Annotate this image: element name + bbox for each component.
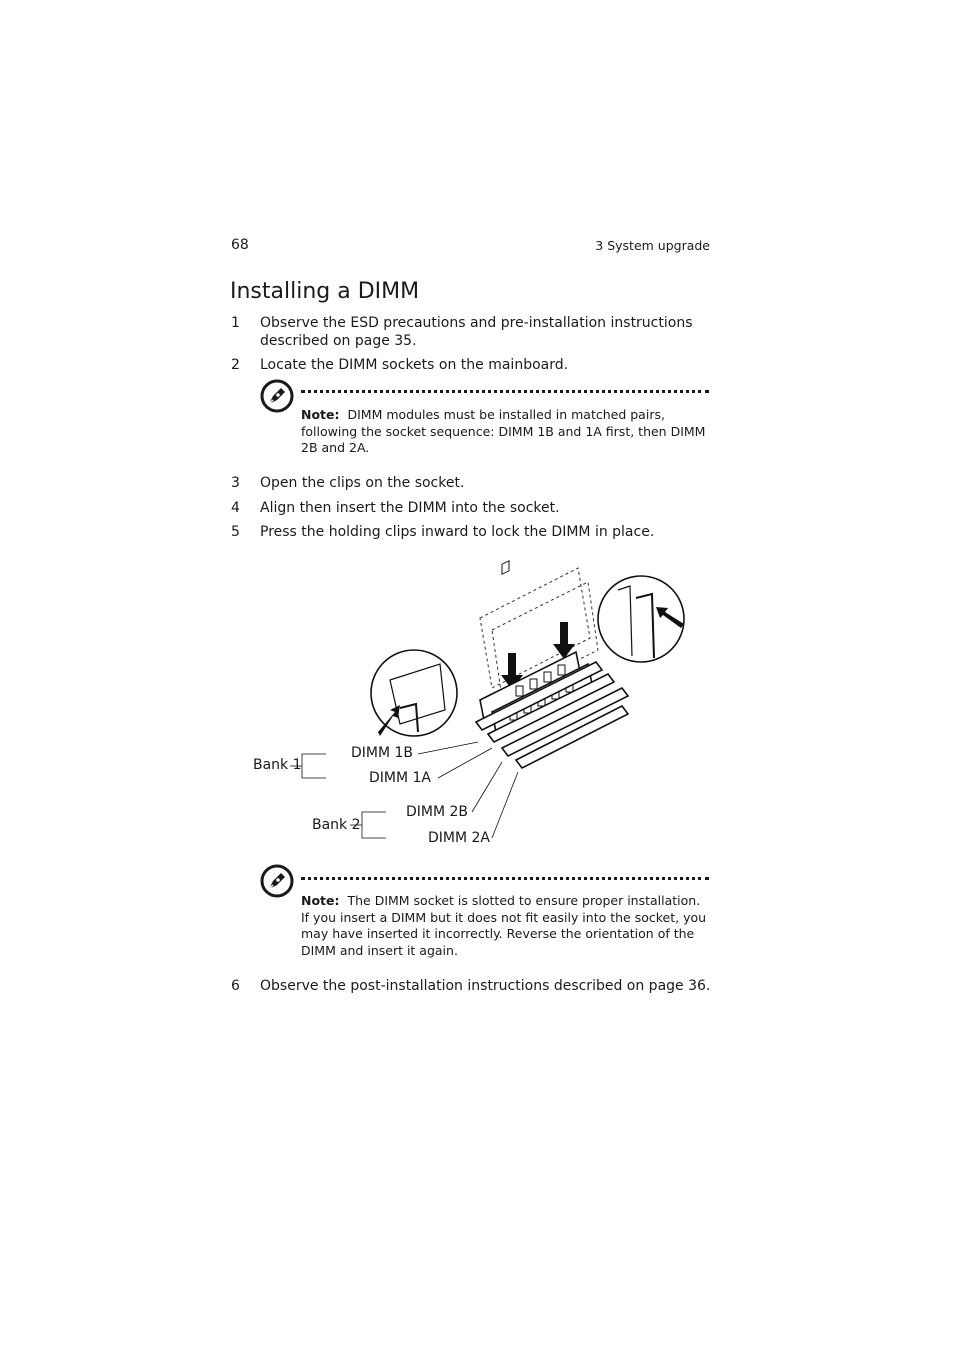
step-text: Observe the post-installation instructions described on page 36.	[260, 978, 711, 994]
section-title: Installing a DIMM	[230, 279, 420, 304]
left-clip-detail	[371, 650, 457, 736]
step-text: Open the clips on the socket.	[260, 475, 465, 491]
note-divider	[301, 877, 709, 880]
note-divider	[301, 390, 709, 393]
dimm-installation-figure	[240, 560, 710, 860]
step-number: 1	[231, 315, 240, 331]
note-body: DIMM modules must be installed in matched pairs, following the socket sequence: DIMM 1B and 1A first, then DIMM 2B and 2A.	[301, 407, 706, 455]
step-text: Align then insert the DIMM into the socket.	[260, 500, 560, 516]
note-pen-icon	[260, 379, 294, 413]
label-dimm-2a: DIMM 2A	[428, 830, 491, 846]
step-number: 3	[231, 475, 240, 491]
step-number: 2	[231, 357, 240, 373]
note-2	[301, 893, 711, 959]
label-dimm-2b: DIMM 2B	[406, 804, 469, 820]
note-body: The DIMM socket is slotted to ensure proper installation. If you insert a DIMM but it does not fit easily into the socket, you may have inserted it incorrectly. Reverse the orientation of the DIMM and insert it again.	[301, 893, 707, 958]
page-number: 68	[231, 237, 249, 253]
note-label: Note:	[301, 407, 340, 422]
label-bank-1: Bank 1	[253, 757, 302, 773]
label-bank-2: Bank 2	[312, 817, 361, 833]
step-text: Press the holding clips inward to lock the DIMM in place.	[260, 524, 655, 540]
step-text: Locate the DIMM sockets on the mainboard.	[260, 357, 569, 373]
label-dimm-1a: DIMM 1A	[369, 770, 432, 786]
step-number: 4	[231, 500, 240, 516]
dimm-diagram	[240, 560, 710, 860]
step-number: 6	[231, 978, 240, 994]
note-1	[301, 407, 711, 457]
step-text: Observe the ESD precautions and pre-installation instructions described on page 35.	[260, 315, 693, 349]
chapter-title: 3 System upgrade	[595, 238, 710, 253]
note-pen-icon	[260, 864, 294, 898]
step-number: 5	[231, 524, 240, 540]
note-label: Note:	[301, 893, 340, 908]
label-dimm-1b: DIMM 1B	[351, 745, 414, 761]
right-clip-detail	[598, 576, 684, 662]
